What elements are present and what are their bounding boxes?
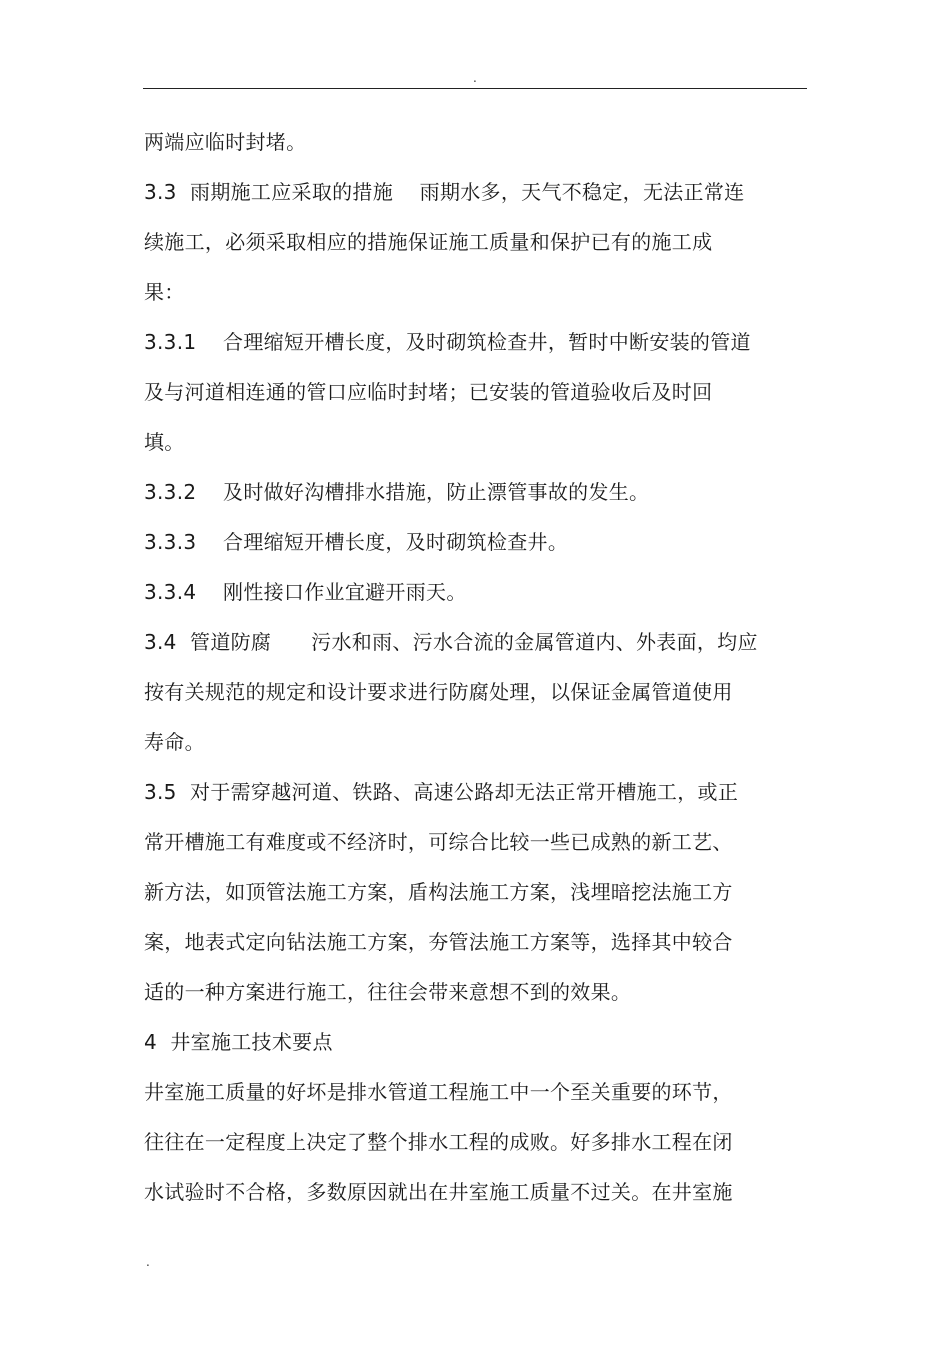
text-line: 3.3.2 及时做好沟槽排水措施，防止漂管事故的发生。: [144, 480, 650, 504]
text-line: 往往在一定程度上决定了整个排水工程的成败。好多排水工程在闭: [144, 1130, 733, 1154]
section-heading: 4 井室施工技术要点: [144, 1030, 333, 1054]
text-line: 3.3.3 合理缩短开槽长度，及时砌筑检查井。: [144, 530, 569, 554]
text-line: 常开槽施工有难度或不经济时，可综合比较一些已成熟的新工艺、: [144, 830, 733, 854]
text-line: 案，地表式定向钻法施工方案，夯管法施工方案等，选择其中较合: [144, 930, 733, 954]
text-line: 续施工，必须采取相应的措施保证施工质量和保护已有的施工成: [144, 230, 713, 254]
text-line: 3.5 对于需穿越河道、铁路、高速公路却无法正常开槽施工，或正: [144, 780, 739, 804]
text-line: 井室施工质量的好坏是排水管道工程施工中一个至关重要的环节，: [144, 1080, 733, 1104]
header-rule: [143, 88, 807, 89]
text-line: 寿命。: [144, 730, 205, 754]
text-line: 3.3.1 合理缩短开槽长度，及时砌筑检查井，暂时中断安装的管道: [144, 330, 751, 354]
text-line: 水试验时不合格，多数原因就出在井室施工质量不过关。在井室施: [144, 1180, 733, 1204]
text-line: 3.3.4 刚性接口作业宜避开雨天。: [144, 580, 467, 604]
text-line: 填。: [144, 430, 185, 454]
text-line: 3.3 雨期施工应采取的措施 雨期水多，天气不稳定，无法正常连: [144, 180, 745, 204]
text-line: 两端应临时封堵。: [144, 130, 307, 154]
text-line: 新方法，如顶管法施工方案，盾构法施工方案，浅埋暗挖法施工方: [144, 880, 733, 904]
text-line: 按有关规范的规定和设计要求进行防腐处理，以保证金属管道使用: [144, 680, 733, 704]
header-mark: .: [473, 71, 477, 85]
text-line: 及与河道相连通的管口应临时封堵；已安装的管道验收后及时回: [144, 380, 713, 404]
text-line: 3.4 管道防腐 污水和雨、污水合流的金属管道内、外表面，均应: [144, 630, 758, 654]
text-line: 适的一种方案进行施工，往往会带来意想不到的效果。: [144, 980, 632, 1004]
footer-mark: .: [146, 1255, 150, 1269]
text-line: 果：: [144, 280, 185, 304]
